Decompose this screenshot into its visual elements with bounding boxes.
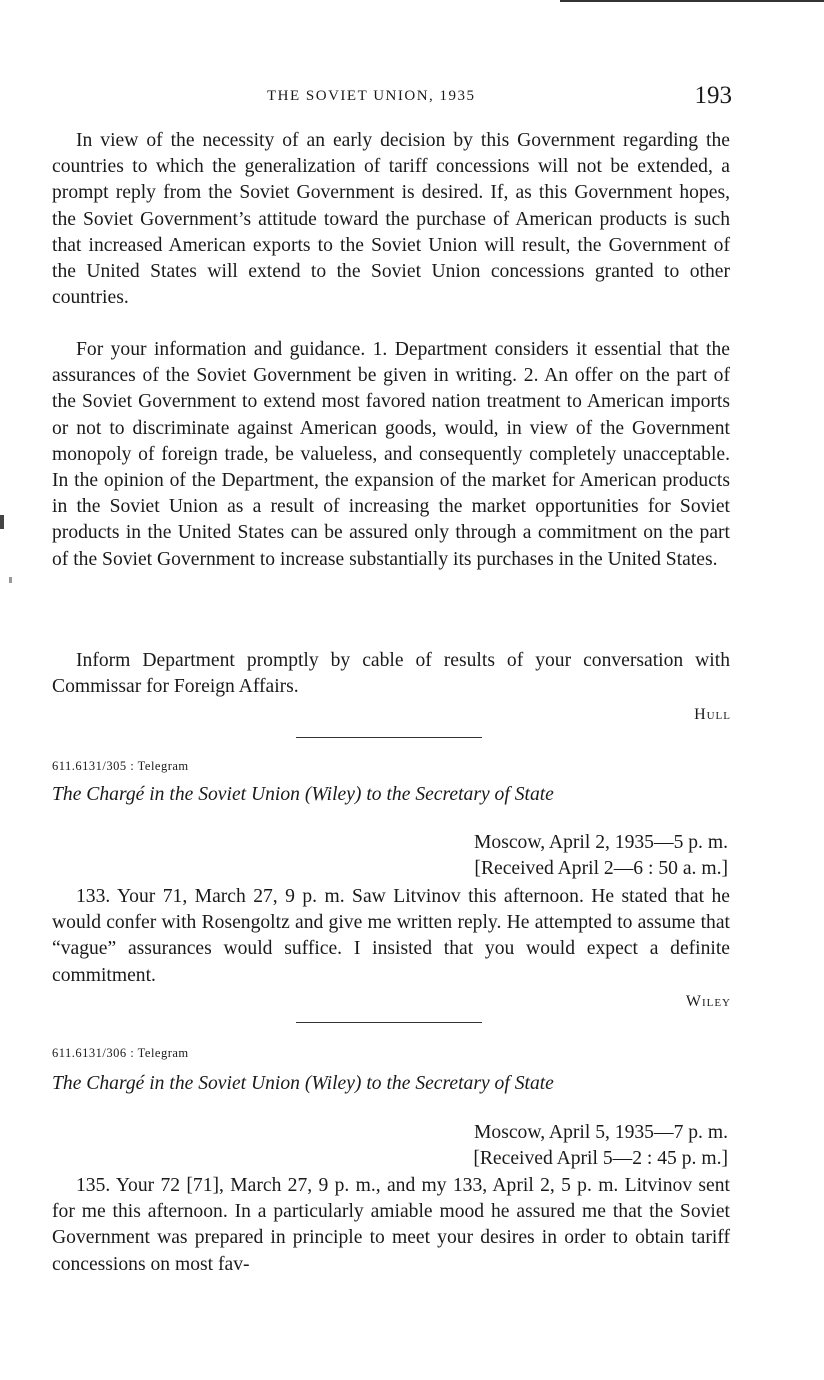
- received-date: [Received April 2—6 : 50 a. m.]: [474, 858, 728, 879]
- section-divider: [296, 737, 482, 738]
- file-reference: 611.6131/305 : Telegram: [52, 759, 189, 773]
- telegram-heading: The Chargé in the Soviet Union (Wiley) to the Secretary of State: [52, 1073, 554, 1094]
- telegram-body: 135. Your 72 [71], March 27, 9 p. m., and my 133, April 2, 5 p. m. Litvinov sent for me this afternoon. In a particularly amiable mood he assured me that the Soviet Government was prepared in principle to meet your desires in order to obtain tariff concessions on most fav-: [52, 1175, 730, 1275]
- top-edge-rule: [560, 0, 824, 2]
- telegram-heading: The Chargé in the Soviet Union (Wiley) to the Secretary of State: [52, 784, 554, 805]
- sent-date: Moscow, April 2, 1935—5 p. m.: [474, 832, 728, 853]
- received-date: [Received April 5—2 : 45 p. m.]: [473, 1148, 728, 1169]
- margin-dot: [9, 577, 12, 583]
- dateline: [474, 830, 728, 882]
- dateline: [473, 1120, 728, 1172]
- paragraph-inform-department: Inform Department promptly by cable of results of your conversation with Commissar for Foreign Affairs.: [52, 650, 730, 698]
- sent-date: Moscow, April 5, 1935—7 p. m.: [474, 1122, 728, 1143]
- margin-mark: [0, 515, 4, 529]
- section-divider: [296, 1022, 482, 1023]
- file-reference: 611.6131/306 : Telegram: [52, 1046, 189, 1060]
- signature-hull: Hull: [694, 706, 731, 723]
- telegram-body: 133. Your 71, March 27, 9 p. m. Saw Litvinov this afternoon. He stated that he would confer with Rosengoltz and give me written reply. He attempted to assume that “vague” assurances would suffice. I insisted that you would expect a definite commitment.: [52, 886, 730, 986]
- page-number: 193: [694, 82, 732, 109]
- paragraph-information-guidance: For your information and guidance. 1. Department considers it essential that the assurances of the Soviet Government be given in writing. 2. An offer on the part of the Soviet Government to extend most favored nation treatment to American imports or not to discriminate against American goods, would, in view of the Government monopoly of foreign trade, be valueless, and consequently completely unacceptable. In the opinion of the Department, the expansion of the market for American products in the Soviet Union as a result of increasing the market opportunities for Soviet products in the United States can be assured only through a commitment on the part of the Soviet Government to increase substantially its purchases in the United States.: [52, 339, 730, 570]
- paragraph-generalization: In view of the necessity of an early decision by this Government regarding the countries to which the generalization of tariff concessions will not be extended, a prompt reply from the Soviet Government is desired. If, as this Government hopes, the Soviet Government’s attitude toward the purchase of American products is such that increased American exports to the Soviet Union will result, the Government of the United States will extend to the Soviet Union concessions granted to other countries.: [52, 130, 730, 309]
- running-title: THE SOVIET UNION, 1935: [267, 88, 476, 104]
- signature-wiley: Wiley: [685, 993, 731, 1010]
- running-head: [52, 82, 732, 112]
